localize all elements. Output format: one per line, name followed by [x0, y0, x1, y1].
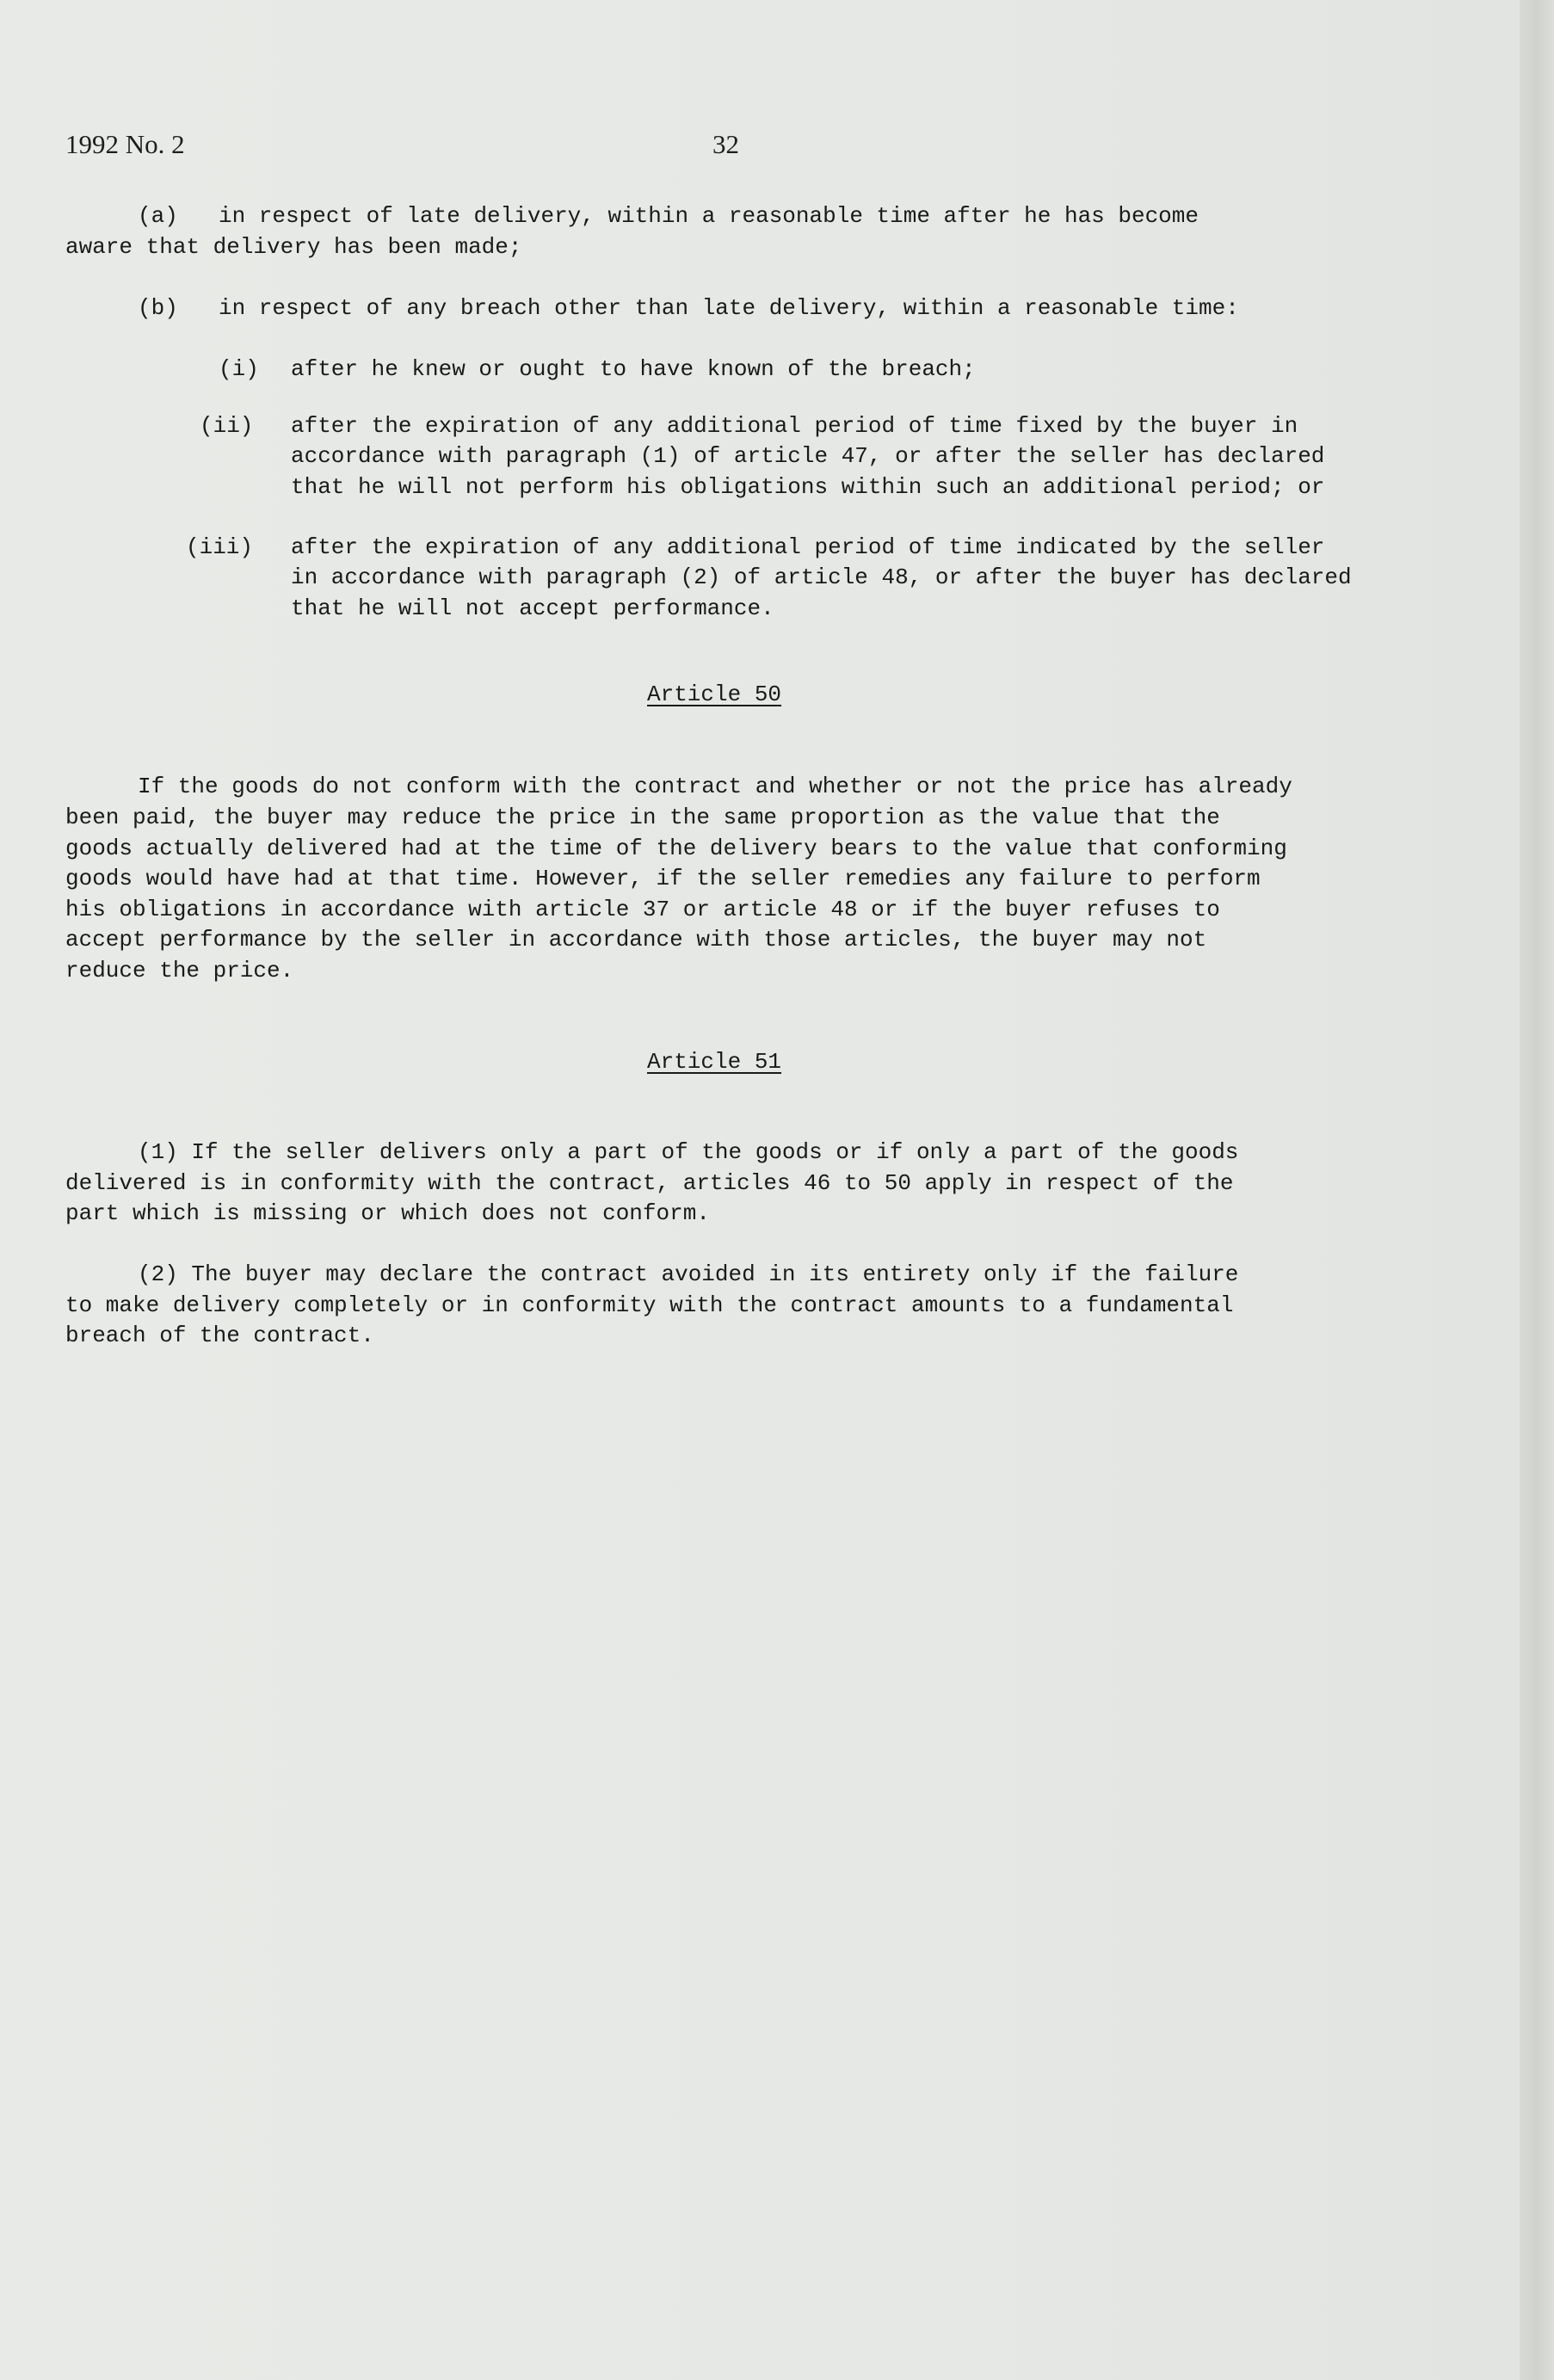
- subitem-iii-line-3: that he will not accept performance.: [291, 595, 774, 621]
- page-header: [65, 129, 739, 160]
- page-number: 32: [712, 129, 739, 159]
- subitem-i-label: (i): [219, 356, 259, 382]
- page-binding-edge: [1520, 0, 1554, 2380]
- subitem-iii-line-1: after the expiration of any additional period of time indicated by the seller: [291, 534, 1325, 560]
- article-51-para-1-line-1: (1) If the seller delivers only a part of the goods or if only a part of the goods: [138, 1139, 1239, 1165]
- article-51-para-1-line-3: part which is missing or which does not conform.: [65, 1200, 710, 1226]
- article-51-para-2-line-1: (2) The buyer may declare the contract avoided in its entirety only if the failure: [138, 1261, 1239, 1287]
- article-51-para-2-line-2: to make delivery completely or in conformity with the contract amounts to a fundamental: [65, 1292, 1234, 1318]
- article-51-heading: Article 51: [647, 1049, 782, 1075]
- item-a-line-1: in respect of late delivery, within a reasonable time after he has become: [219, 203, 1199, 229]
- item-a-label: (a): [138, 203, 178, 229]
- article-51-para-2-line-3: breach of the contract.: [65, 1323, 374, 1348]
- subitem-i-line-1: after he knew or ought to have known of the breach;: [291, 356, 976, 382]
- article-50-line-7: reduce the price.: [65, 958, 294, 983]
- article-50-heading: Article 50: [647, 681, 782, 707]
- item-b-label: (b): [138, 295, 178, 321]
- subitem-ii-label: (ii): [200, 413, 254, 439]
- article-51-para-1-line-2: delivered is in conformity with the contract, articles 46 to 50 apply in respect of the: [65, 1170, 1234, 1196]
- article-50-line-2: been paid, the buyer may reduce the price in the same proportion as the value that the: [65, 805, 1220, 830]
- subitem-ii-line-1: after the expiration of any additional period of time fixed by the buyer in: [291, 413, 1298, 439]
- subitem-ii-line-3: that he will not perform his obligations within such an additional period; or: [291, 474, 1325, 500]
- article-50-line-3: goods actually delivered had at the time of the delivery bears to the value that conforming: [65, 835, 1287, 861]
- subitem-ii-line-2: accordance with paragraph (1) of article 47, or after the seller has declared: [291, 443, 1325, 469]
- subitem-iii-line-2: in accordance with paragraph (2) of article 48, or after the buyer has declared: [291, 564, 1352, 590]
- item-b-line-1: in respect of any breach other than late delivery, within a reasonable time:: [219, 295, 1239, 321]
- article-50-line-4: goods would have had at that time. However, if the seller remedies any failure to perform: [65, 866, 1261, 891]
- subitem-iii-label: (iii): [186, 534, 254, 560]
- article-50-line-1: If the goods do not conform with the contract and whether or not the price has already: [138, 774, 1292, 799]
- article-50-line-6: accept performance by the seller in accordance with those articles, the buyer may not: [65, 927, 1207, 953]
- document-reference: 1992 No. 2: [65, 129, 185, 159]
- item-a-line-2: aware that delivery has been made;: [65, 234, 522, 260]
- article-50-line-5: his obligations in accordance with article 37 or article 48 or if the buyer refuses to: [65, 897, 1220, 922]
